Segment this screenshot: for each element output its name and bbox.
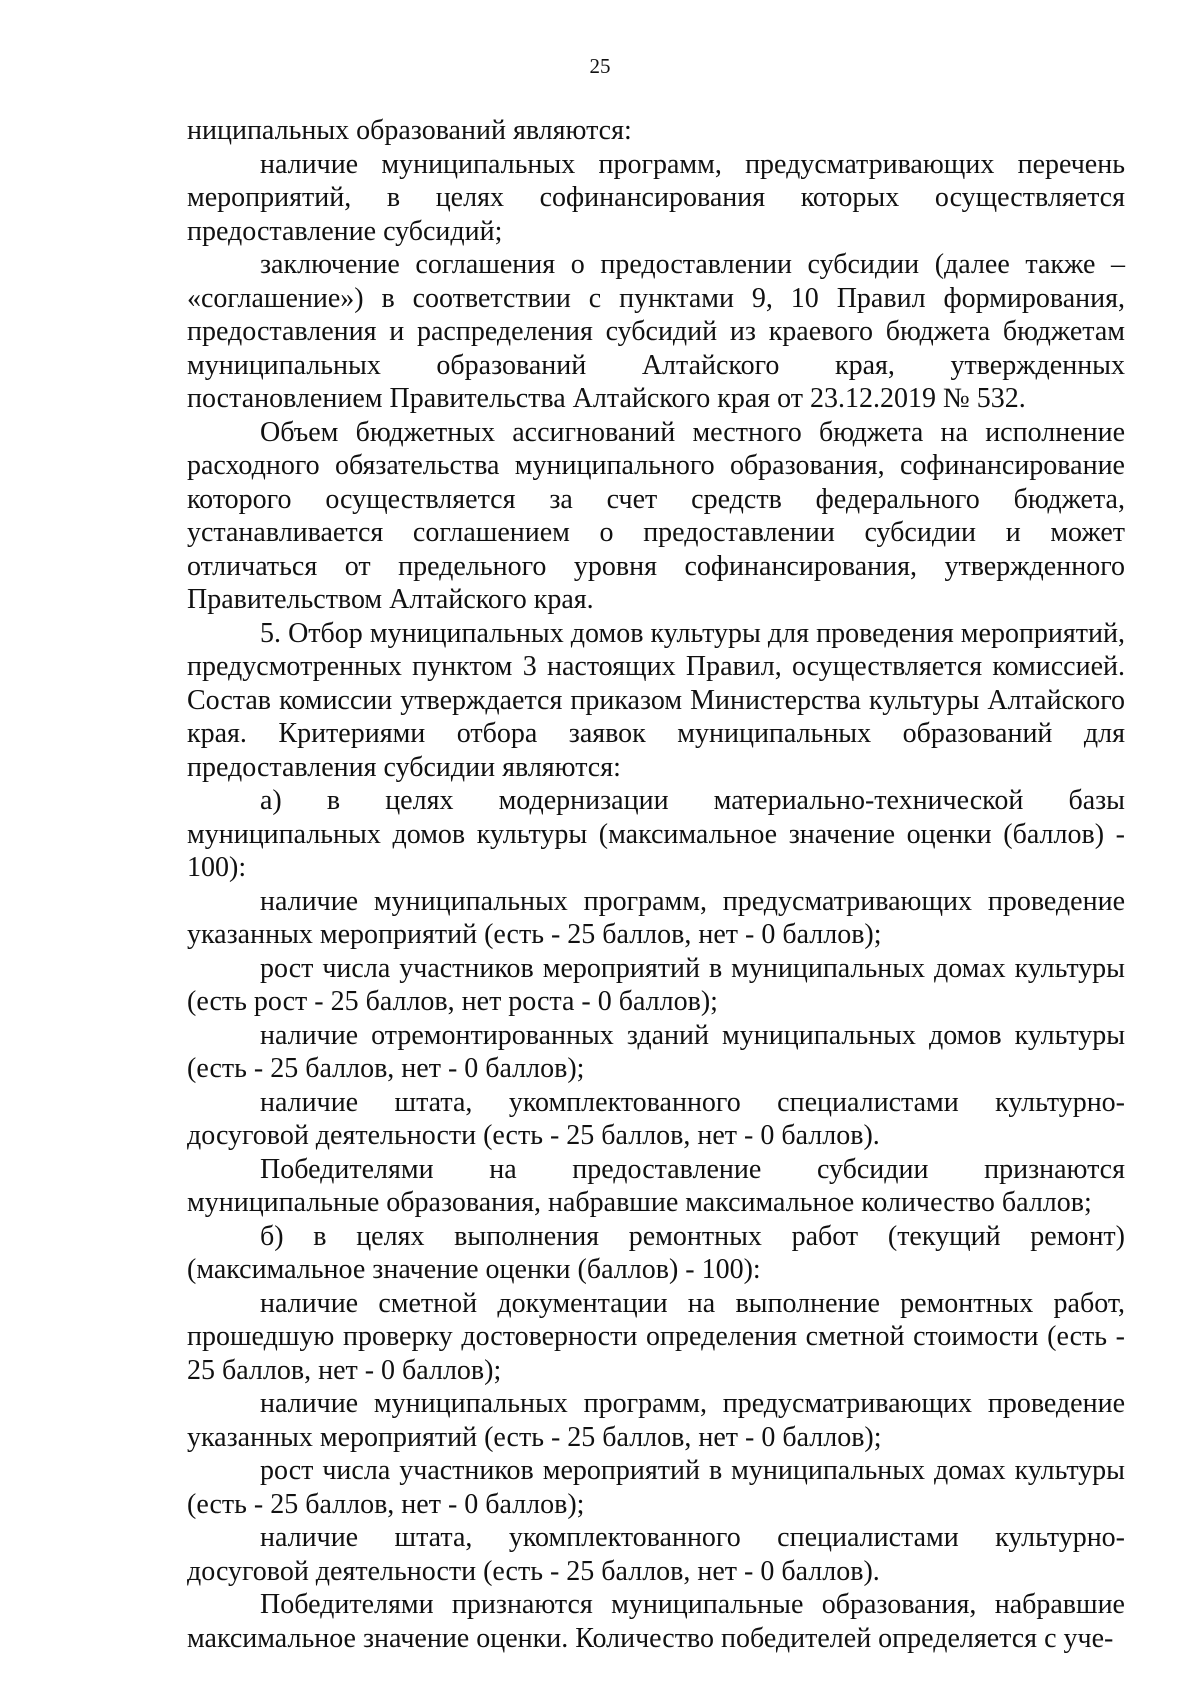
paragraph: 5. Отбор муниципальных домов культуры для проведения мероприятий, предусмотренных пунктом 3 настоящих Правил, осуществляется комиссией. Состав комиссии утверждается приказом Министерства культуры Алтайского края. Критериями отбора заявок муниципальных образований для предоставления субсидии являются: bbox=[187, 617, 1125, 783]
paragraph: наличие сметной документации на выполнение ремонтных работ, прошедшую проверку достоверности определения сметной стоимости (есть - 25 баллов, нет - 0 баллов); bbox=[187, 1287, 1125, 1386]
paragraph: наличие штата, укомплектованного специалистами культурно-досуговой деятельности (есть - 25 баллов, нет - 0 баллов). bbox=[187, 1522, 1125, 1587]
paragraph: наличие штата, укомплектованного специалистами культурно-досуговой деятельности (есть - 25 баллов, нет - 0 баллов). bbox=[187, 1086, 1125, 1151]
paragraph: Объем бюджетных ассигнований местного бюджета на исполнение расходного обязательства муниципального образования, софинансирование которого осуществляется за счет средств федерального бюджета, устанавливается соглашением о предоставлении субсидии и может отличаться от предельного уровня софинансирования, утвержденного Правительством Алтайского края. bbox=[187, 416, 1125, 615]
paragraph: наличие муниципальных программ, предусматривающих проведение указанных мероприятий (есть - 25 баллов, нет - 0 баллов); bbox=[187, 1388, 1125, 1453]
paragraph: заключение соглашения о предоставлении субсидии (далее также – «соглашение») в соответствии с пунктами 9, 10 Правил формирования, предоставления и распределения субсидий из краевого бюджета бюджетам муниципальных образований Алтайского края, утвержденных постановлением Правительства Алтайского края от 23.12.2019 № 532. bbox=[187, 249, 1125, 414]
paragraph: рост числа участников мероприятий в муниципальных домах культуры (есть рост - 25 баллов, нет роста - 0 баллов); bbox=[187, 952, 1125, 1017]
page-number: 25 bbox=[589, 54, 611, 78]
paragraph: а) в целях модернизации материально-технической базы муниципальных домов культуры (максимальное значение оценки (баллов) - 100): bbox=[187, 785, 1125, 883]
paragraph: наличие муниципальных программ, предусматривающих перечень мероприятий, в целях софинансирования которых осуществляется предоставление субсидий; bbox=[187, 148, 1125, 247]
paragraph: Победителями на предоставление субсидии признаются муниципальные образования, набравшие максимальное количество баллов; bbox=[187, 1153, 1125, 1218]
paragraph: наличие отремонтированных зданий муниципальных домов культуры (есть - 25 баллов, нет - 0 баллов); bbox=[187, 1019, 1125, 1084]
paragraph: рост числа участников мероприятий в муниципальных домах культуры (есть - 25 баллов, нет - 0 баллов); bbox=[187, 1455, 1125, 1520]
paragraph: наличие муниципальных программ, предусматривающих проведение указанных мероприятий (есть - 25 баллов, нет - 0 баллов); bbox=[187, 885, 1125, 950]
document-body bbox=[187, 114, 1125, 1655]
paragraph: ниципальных образований являются: bbox=[187, 115, 632, 146]
paragraph: б) в целях выполнения ремонтных работ (текущий ремонт) (максимальное значение оценки (баллов) - 100): bbox=[187, 1220, 1125, 1285]
paragraph: Победителями признаются муниципальные образования, набравшие максимальное значение оценки. Количество победителей определяется с уче- bbox=[187, 1589, 1125, 1654]
